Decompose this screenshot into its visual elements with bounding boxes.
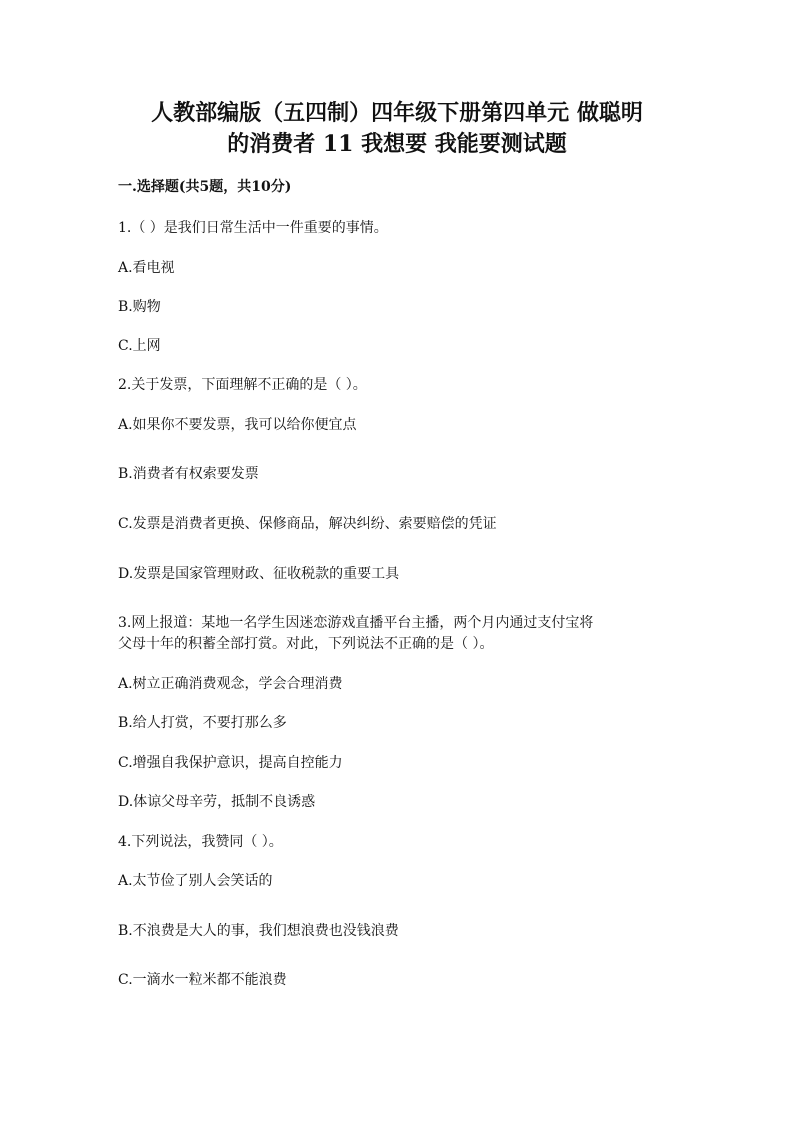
question-3-option-c: C.增强自我保护意识，提高自控能力 — [118, 755, 343, 771]
question-2-option-b: B.消费者有权索要发票 — [118, 466, 259, 482]
question-3-stem-line2: 父母十年的积蓄全部打赏。对此，下列说法不正确的是（ ）。 — [118, 636, 494, 652]
page-title-line1: 人教部编版（五四制）四年级下册第四单元 做聪明 — [151, 100, 643, 126]
question-3-option-d: D.体谅父母辛劳，抵制不良诱惑 — [118, 794, 316, 810]
question-4-option-c: C.一滴水一粒米都不能浪费 — [118, 972, 287, 988]
question-2-stem: 2.关于发票，下面理解不正确的是（ ）。 — [118, 377, 367, 393]
question-2-option-d: D.发票是国家管理财政、征收税款的重要工具 — [118, 566, 400, 582]
page-title-line2: 的消费者 11 我想要 我能要测试题 — [227, 131, 567, 157]
question-3-option-b: B.给人打赏，不要打那么多 — [118, 715, 287, 731]
question-3-stem-line1: 3.网上报道：某地一名学生因迷恋游戏直播平台主播，两个月内通过支付宝将 — [118, 615, 594, 631]
question-3-option-a: A.树立正确消费观念，学会合理消费 — [118, 676, 343, 692]
question-4-stem: 4.下列说法，我赞同（ ）。 — [118, 834, 283, 850]
question-1-option-c: C.上网 — [118, 338, 161, 354]
question-1-stem: 1.（ ）是我们日常生活中一件重要的事情。 — [118, 220, 388, 236]
section-heading: 一.选择题(共5题，共10分) — [118, 179, 292, 195]
question-4-option-b: B.不浪费是大人的事，我们想浪费也没钱浪费 — [118, 923, 399, 939]
question-1-option-a: A.看电视 — [118, 260, 175, 276]
question-4-option-a: A.太节俭了别人会笑话的 — [118, 873, 273, 889]
question-2-option-c: C.发票是消费者更换、保修商品，解决纠纷、索要赔偿的凭证 — [118, 516, 497, 532]
question-1-option-b: B.购物 — [118, 299, 161, 315]
question-2-option-a: A.如果你不要发票，我可以给你便宜点 — [118, 417, 357, 433]
